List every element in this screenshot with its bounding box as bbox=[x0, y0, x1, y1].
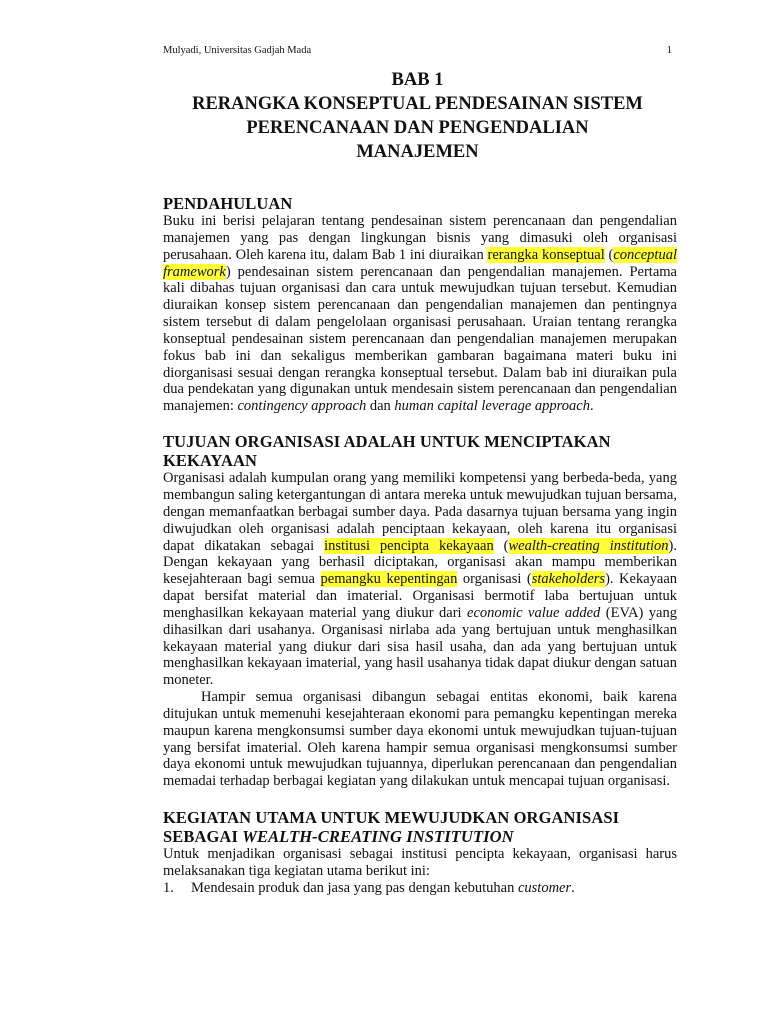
text-run: ( bbox=[493, 537, 509, 554]
text-run: Buku ini berisi pelajaran tentang pendesainan sistem perencanaan dan pengendalian manajemen yang pas dengan lingkungan bisnis yang dimasuki oleh organisasi perusahaan. Oleh karena itu, dalam Bab 1 ini diuraikan bbox=[163, 213, 677, 263]
chapter-number: BAB 1 bbox=[391, 70, 444, 90]
highlighted-term: rerangka konseptual bbox=[487, 246, 605, 263]
paragraph-kegiatan: Untuk menjadikan organisasi sebagai institusi pencipta kekayaan, organisasi harus melaksanakan tiga kegiatan utama berikut ini: bbox=[163, 846, 677, 879]
text-run: ( bbox=[604, 246, 614, 263]
text-run: Organisasi adalah kumpulan orang yang memiliki kompetensi yang berbeda-beda, yang membangun saling ketergantungan di antara mereka untuk mewujudkan tujuan bersama, dengan memanfaatkan berbagai sumber daya. Pada dasarnya tujuan bersama yang ingin diwujudkan oleh organisasi adalah penciptaan kekayaan, oleh karena itu organisasi dapat dikatakan sebagai bbox=[163, 470, 677, 554]
italic-term: customer bbox=[517, 879, 572, 896]
chapter-title-line-1: RERANGKA KONSEPTUAL PENDESAINAN SISTEM bbox=[192, 94, 643, 114]
highlighted-term: institusi pencipta kekayaan bbox=[324, 537, 494, 554]
heading-text: KEGIATAN UTAMA UNTUK MEWUJUDKAN ORGANISASI SEBAGAI bbox=[163, 808, 620, 847]
section-heading-pendahuluan: PENDAHULUAN bbox=[163, 194, 293, 213]
header-author: Mulyadi, Universitas Gadjah Mada bbox=[163, 45, 312, 56]
highlighted-term: stakeholders bbox=[531, 571, 606, 588]
text-run: . bbox=[571, 879, 575, 896]
chapter-title-line-2: PERENCANAAN DAN PENGENDALIAN bbox=[246, 118, 589, 138]
heading-italic-term: WEALTH-CREATING INSTITUTION bbox=[242, 827, 514, 847]
chapter-title-line-3: MANAJEMEN bbox=[356, 142, 479, 162]
section-heading-tujuan: TUJUAN ORGANISASI ADALAH UNTUK MENCIPTAKAN KEKAYAAN bbox=[163, 432, 611, 471]
paragraph-tujuan-2: Hampir semua organisasi dibangun sebagai entitas ekonomi, baik karena ditujukan untuk memenuhi kesejahteraan ekonomi para pemangku kepentingan mereka maupun karena mengkonsumsi sumber daya ekonomi untuk mewujudkan tujuan-tujuan yang bersifat imaterial. Oleh karena hampir semua organisasi mengkonsumsi sumber daya ekonomi untuk mewujudkan tujuannya, diperlukan perencanaan dan pengendalian memadai terhadap berbagai kegiatan yang dilakukan untuk mencapai tujuan organisasi. bbox=[163, 689, 677, 790]
text-run: ). Kekayaan dapat bersifat material dan imaterial. Organisasi bermotif laba bertujuan untuk menghasilkan kekayaan material yang diukur dari bbox=[163, 571, 678, 621]
spacer bbox=[163, 415, 677, 432]
paragraph-pendahuluan bbox=[163, 213, 677, 415]
text-run: Mendesain produk dan jasa yang pas dengan kebutuhan bbox=[191, 879, 518, 896]
text-run: ) pendesainan sistem perencanaan dan pengendalian manajemen. Pertama kali dibahas tujuan organisasi dan cara untuk mewujudkan tujuan tersebut. Kemudian diuraikan konsep sistem perencanaan dan pengendalian manajemen dan pentingnya sistem tersebut di dalam pengelolaan organisasi perusahaan. Uraian tentang rerangka konseptual pendesainan sistem perencanaan dan pengendalian manajemen merupakan fokus bab ini dan sekaligus memberikan gambaran bagaimana materi buku ini diorganisasi sesuai dengan rerangka konseptual tersebut. Dalam bab ini diuraikan pula dua pendekatan yang digunakan untuk mendesain sistem perencanaan dan pengendalian manajemen: bbox=[163, 263, 677, 415]
italic-term: contingency approach bbox=[237, 398, 367, 415]
text-run: ). Dengan kekayaan yang berhasil diciptakan, organisasi akan mampu memberikan kesejahteraan bagi semua bbox=[163, 537, 677, 588]
text-run: . bbox=[589, 398, 594, 415]
highlighted-term: conceptual framework bbox=[163, 246, 677, 280]
text-run: dan bbox=[366, 398, 395, 415]
text-run: organisasi ( bbox=[457, 571, 532, 588]
text-run: (EVA) yang dihasilkan dari usahanya. Organisasi nirlaba ada yang bertujuan untuk menghasilkan kekayaan material yang diukur dari sisa hasil usaha, dan ada yang bertujuan untuk menghasilkan kekayaan imaterial, yang hasil usahanya tidak dapat diukur dengan satuan moneter. bbox=[163, 604, 677, 689]
chapter-title bbox=[163, 68, 672, 164]
section-heading-kegiatan bbox=[163, 808, 677, 846]
spacer bbox=[163, 790, 677, 808]
italic-term: economic value added bbox=[467, 604, 601, 621]
list-item bbox=[163, 880, 677, 897]
running-header bbox=[163, 44, 672, 58]
list-number: 1. bbox=[163, 879, 174, 896]
paragraph-tujuan-1 bbox=[163, 470, 677, 689]
highlighted-term: pemangku kepentingan bbox=[320, 571, 458, 588]
highlighted-term: wealth-creating institution bbox=[508, 537, 669, 554]
list-text bbox=[191, 880, 575, 897]
page-number: 1 bbox=[666, 45, 672, 56]
chapter-content bbox=[163, 194, 677, 897]
italic-term: human capital leverage approach bbox=[394, 398, 590, 415]
